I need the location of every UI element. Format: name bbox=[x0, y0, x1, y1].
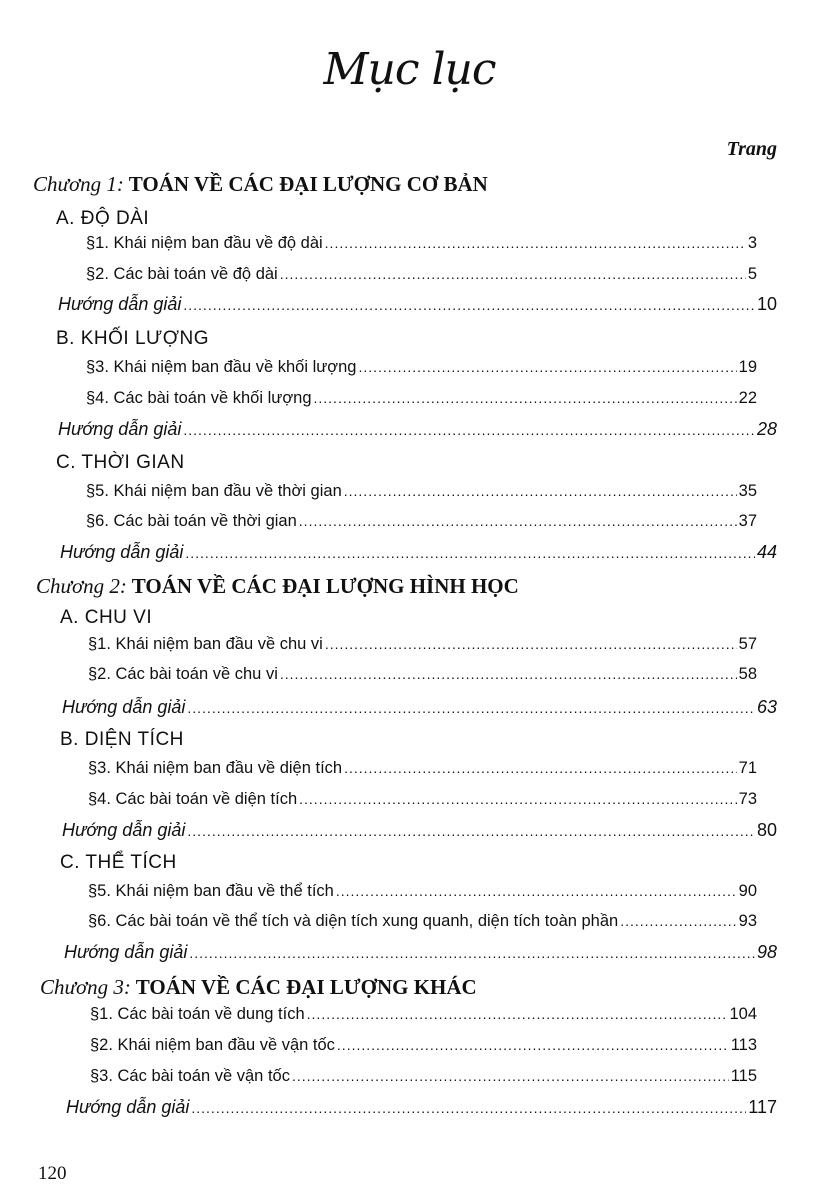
chapter-title: TOÁN VỀ CÁC ĐẠI LƯỢNG CƠ BẢN bbox=[128, 172, 488, 196]
leader-dots bbox=[191, 1100, 746, 1116]
guide-entry[interactable] bbox=[60, 542, 777, 563]
leader-dots bbox=[183, 422, 755, 438]
toc-item[interactable] bbox=[90, 1005, 757, 1024]
guide-label: Hướng dẫn giải bbox=[62, 820, 186, 840]
leader-dots bbox=[183, 297, 755, 313]
toc-item-page: 90 bbox=[738, 882, 757, 900]
toc-item-text: §4. Các bài toán về khối lượng bbox=[86, 389, 312, 407]
leader-dots bbox=[280, 266, 746, 282]
toc-item[interactable] bbox=[86, 389, 757, 408]
toc-item-page: 37 bbox=[738, 512, 757, 530]
guide-entry[interactable] bbox=[62, 697, 777, 718]
section-heading: B. DIỆN TÍCH bbox=[60, 729, 184, 750]
leader-dots bbox=[325, 636, 737, 652]
toc-item-page: 93 bbox=[738, 912, 757, 930]
leader-dots bbox=[299, 791, 737, 807]
guide-page: 10 bbox=[756, 294, 777, 314]
guide-page: 80 bbox=[756, 820, 777, 840]
toc-item-text: §3. Khái niệm ban đầu về diện tích bbox=[88, 759, 343, 777]
guide-page: 44 bbox=[756, 542, 777, 562]
toc-item-page: 58 bbox=[738, 665, 757, 683]
leader-dots bbox=[325, 235, 746, 251]
leader-dots bbox=[620, 913, 736, 929]
guide-page: 117 bbox=[748, 1097, 777, 1117]
toc-item-page: 113 bbox=[730, 1036, 757, 1054]
leader-dots bbox=[185, 545, 755, 561]
leader-dots bbox=[299, 513, 737, 529]
page-column-label: Trang bbox=[726, 138, 777, 160]
section-heading: C. THỂ TÍCH bbox=[60, 852, 177, 873]
leader-dots bbox=[187, 823, 755, 839]
guide-label: Hướng dẫn giải bbox=[64, 942, 188, 962]
toc-item[interactable] bbox=[86, 482, 757, 501]
page-title: Mục lục bbox=[323, 44, 496, 95]
leader-dots bbox=[314, 390, 737, 406]
chapter-label: Chương 2: bbox=[36, 574, 127, 598]
toc-item[interactable] bbox=[86, 358, 757, 377]
toc-item-page: 3 bbox=[747, 234, 757, 252]
toc-item[interactable] bbox=[88, 635, 757, 654]
toc-item-text: §5. Khái niệm ban đầu về thể tích bbox=[88, 882, 334, 900]
toc-item-text: §2. Khái niệm ban đầu về vận tốc bbox=[90, 1036, 335, 1054]
toc-item-text: §6. Các bài toán về thời gian bbox=[86, 512, 297, 530]
guide-label: Hướng dẫn giải bbox=[58, 419, 182, 439]
chapter-title: TOÁN VỀ CÁC ĐẠI LƯỢNG KHÁC bbox=[135, 975, 477, 999]
leader-dots bbox=[292, 1068, 729, 1084]
leader-dots bbox=[189, 945, 755, 961]
toc-item-page: 57 bbox=[738, 635, 757, 653]
leader-dots bbox=[280, 666, 737, 682]
toc-item-page: 71 bbox=[738, 759, 757, 777]
toc-item-page: 104 bbox=[729, 1005, 757, 1023]
guide-page: 28 bbox=[756, 419, 777, 439]
toc-item[interactable] bbox=[86, 512, 757, 531]
toc-item-text: §5. Khái niệm ban đầu về thời gian bbox=[86, 482, 342, 500]
chapter-heading bbox=[40, 975, 477, 1000]
toc-item-text: §6. Các bài toán về thể tích và diện tích xung quanh, diện tích toàn phần bbox=[88, 912, 619, 930]
toc-item[interactable] bbox=[88, 882, 757, 901]
guide-page: 98 bbox=[756, 942, 777, 962]
guide-entry[interactable] bbox=[58, 294, 777, 315]
toc-item-text: §1. Khái niệm ban đầu về chu vi bbox=[88, 635, 323, 653]
toc-item-text: §1. Các bài toán về dung tích bbox=[90, 1005, 305, 1023]
leader-dots bbox=[358, 359, 736, 375]
guide-label: Hướng dẫn giải bbox=[62, 697, 186, 717]
leader-dots bbox=[336, 883, 737, 899]
toc-item[interactable] bbox=[90, 1036, 757, 1055]
toc-item-text: §3. Các bài toán về vận tốc bbox=[90, 1067, 290, 1085]
leader-dots bbox=[344, 483, 737, 499]
chapter-heading bbox=[36, 574, 519, 599]
toc-item-page: 19 bbox=[738, 358, 757, 376]
toc-item[interactable] bbox=[88, 790, 757, 809]
guide-entry[interactable] bbox=[58, 419, 777, 440]
toc-item-page: 115 bbox=[730, 1067, 757, 1085]
toc-item[interactable] bbox=[86, 265, 757, 284]
section-heading: B. KHỐI LƯỢNG bbox=[56, 328, 210, 349]
toc-item-text: §1. Khái niệm ban đầu về độ dài bbox=[86, 234, 323, 252]
toc-item[interactable] bbox=[88, 912, 757, 931]
leader-dots bbox=[307, 1006, 728, 1022]
chapter-label: Chương 1: bbox=[33, 172, 124, 196]
guide-label: Hướng dẫn giải bbox=[60, 542, 184, 562]
guide-page: 63 bbox=[756, 697, 777, 717]
chapter-heading bbox=[33, 172, 488, 197]
guide-label: Hướng dẫn giải bbox=[58, 294, 182, 314]
toc-item[interactable] bbox=[90, 1067, 757, 1086]
page-number: 120 bbox=[38, 1163, 67, 1184]
toc-item[interactable] bbox=[88, 665, 757, 684]
toc-item-text: §4. Các bài toán về diện tích bbox=[88, 790, 298, 808]
toc-item[interactable] bbox=[88, 759, 757, 778]
toc-item-page: 22 bbox=[738, 389, 757, 407]
toc-item-page: 73 bbox=[738, 790, 757, 808]
guide-entry[interactable] bbox=[64, 942, 777, 963]
section-heading: A. ĐỘ DÀI bbox=[56, 208, 150, 229]
guide-entry[interactable] bbox=[62, 820, 777, 841]
guide-entry[interactable] bbox=[66, 1097, 777, 1118]
section-heading: A. CHU VI bbox=[60, 607, 153, 628]
leader-dots bbox=[187, 700, 755, 716]
chapter-title: TOÁN VỀ CÁC ĐẠI LƯỢNG HÌNH HỌC bbox=[131, 574, 519, 598]
toc-item-text: §3. Khái niệm ban đầu về khối lượng bbox=[86, 358, 357, 376]
toc-item-text: §2. Các bài toán về độ dài bbox=[86, 265, 278, 283]
leader-dots bbox=[337, 1037, 729, 1053]
chapter-label: Chương 3: bbox=[40, 975, 131, 999]
toc-item-page: 35 bbox=[738, 482, 757, 500]
section-heading: C. THỜI GIAN bbox=[56, 452, 185, 473]
guide-label: Hướng dẫn giải bbox=[66, 1097, 190, 1117]
leader-dots bbox=[344, 760, 737, 776]
toc-item-text: §2. Các bài toán về chu vi bbox=[88, 665, 278, 683]
toc-item[interactable] bbox=[86, 234, 757, 253]
toc-item-page: 5 bbox=[747, 265, 757, 283]
